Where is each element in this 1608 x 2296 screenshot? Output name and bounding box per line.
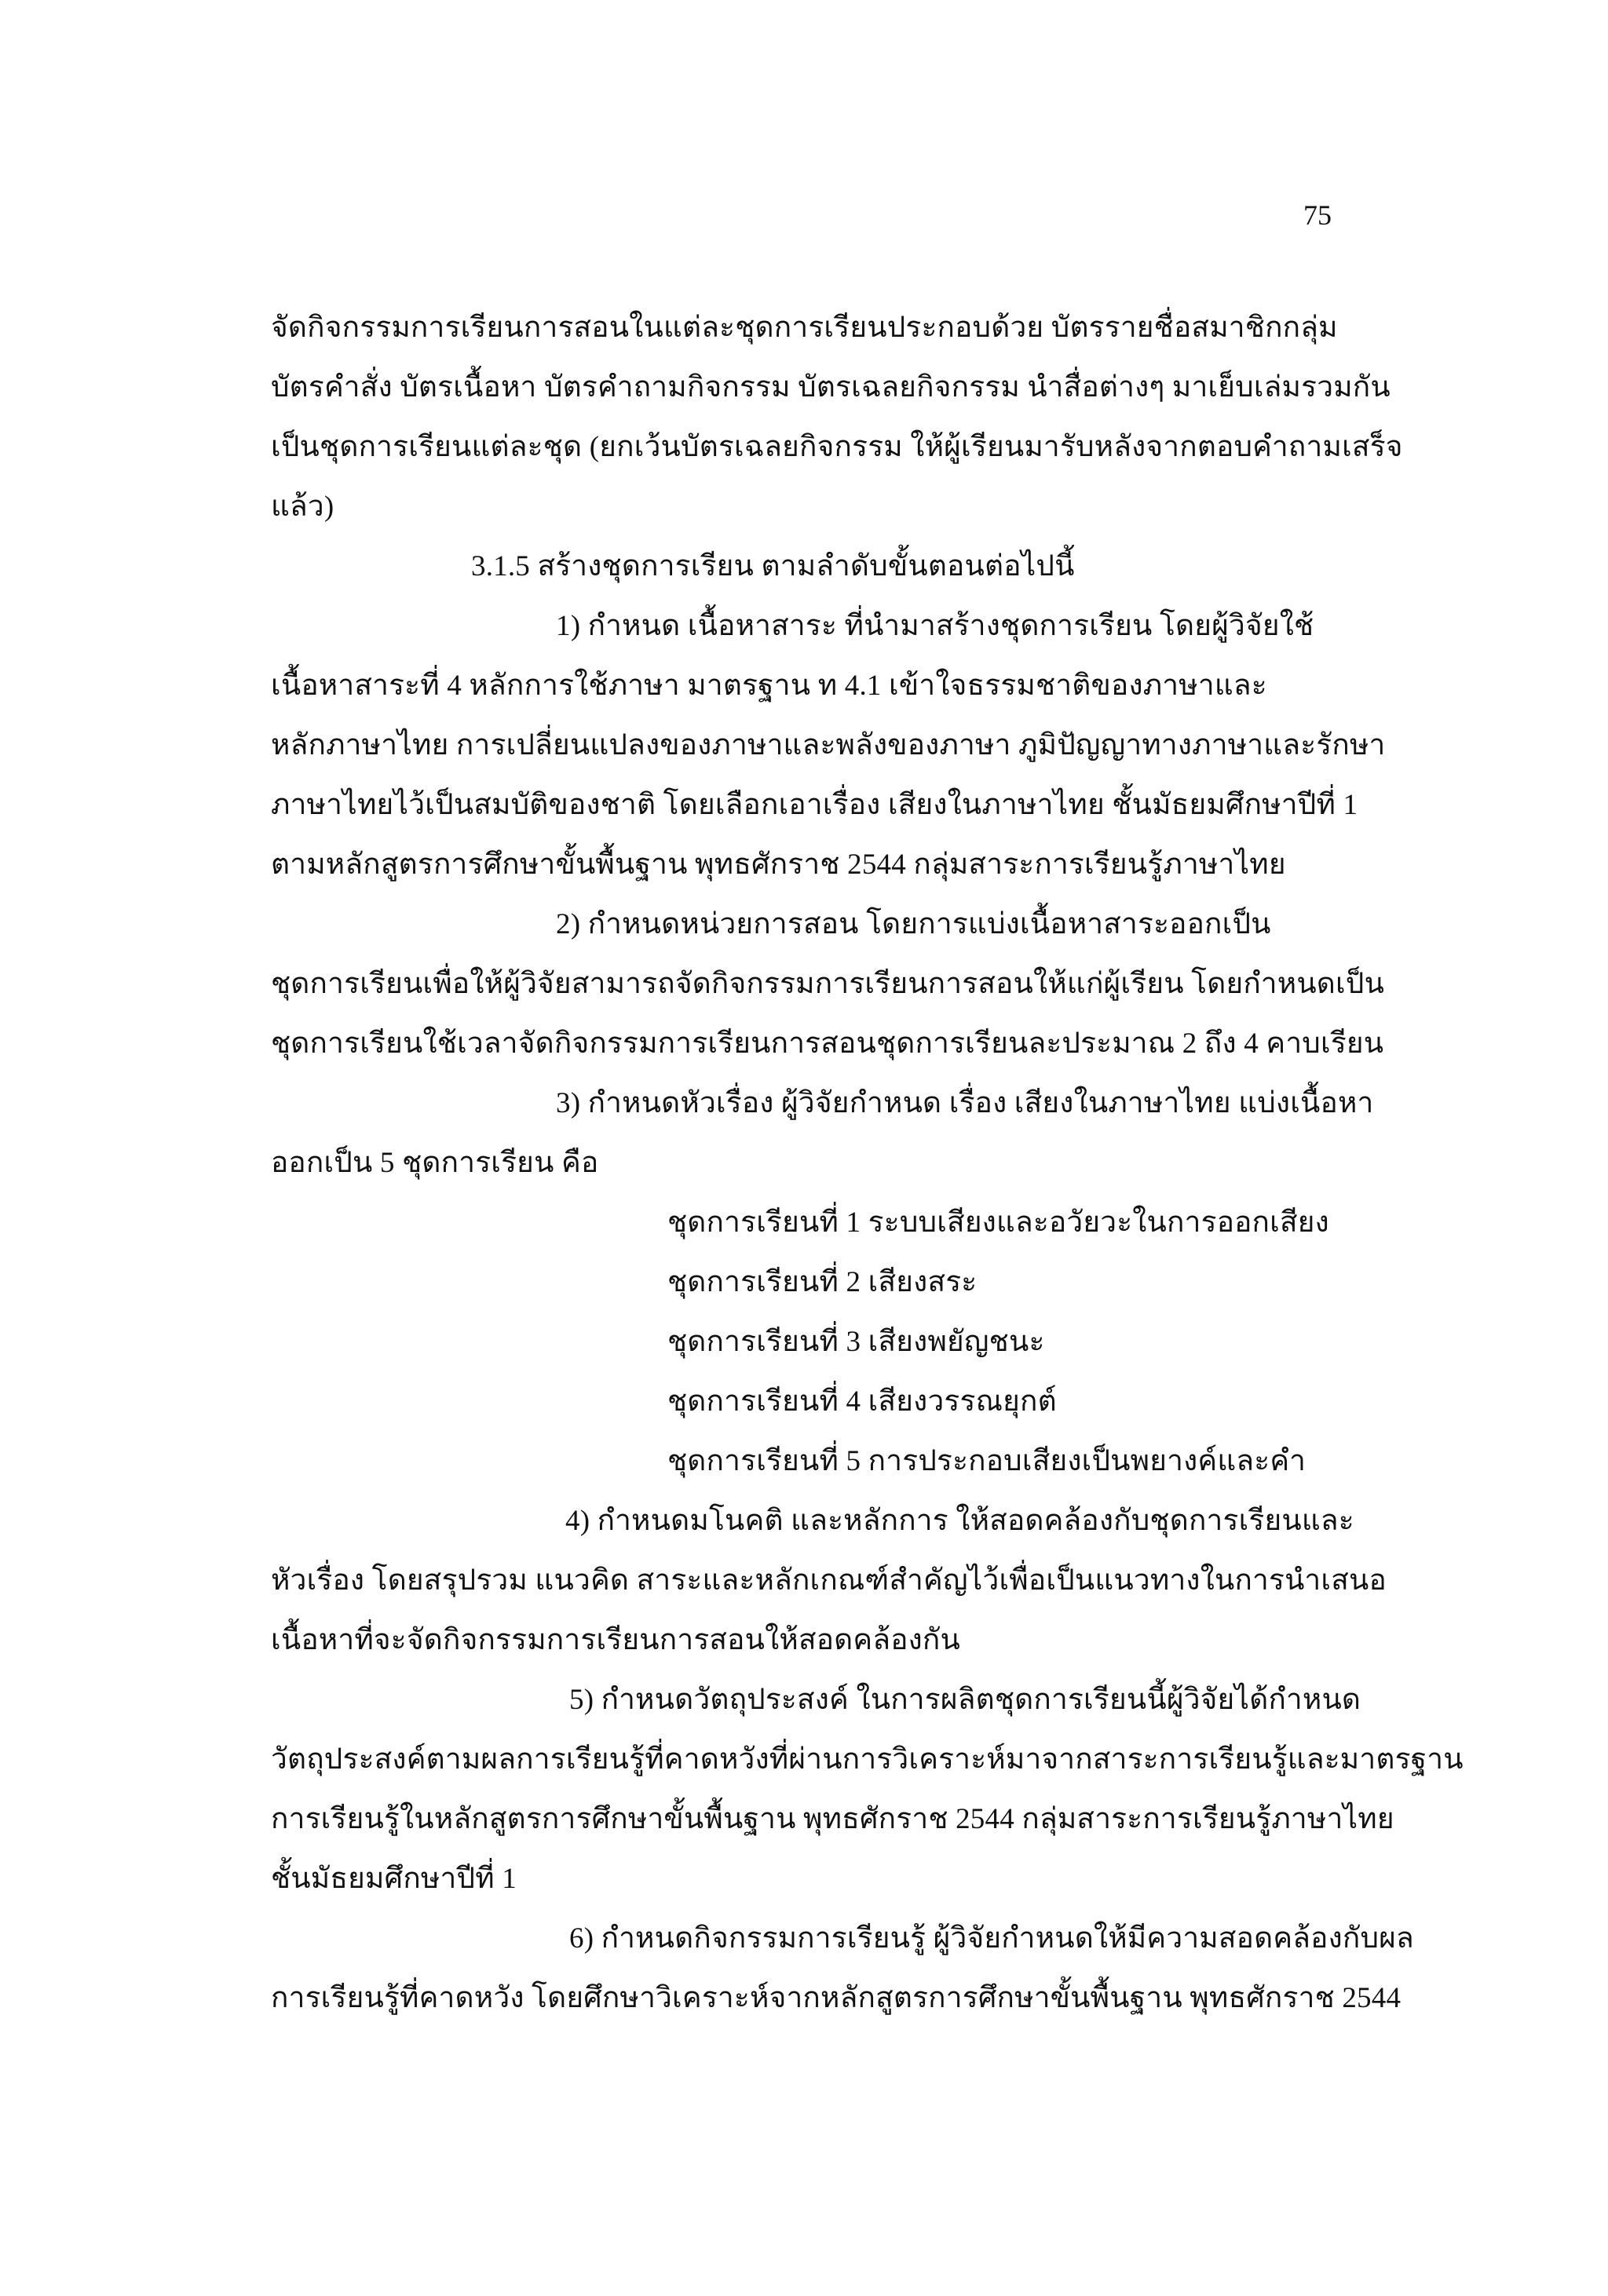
body-line: บัตรคำสั่ง บัตรเนื้อหา บัตรคำถามกิจกรรม บัตรเฉลยกิจกรรม นำสื่อต่างๆ มาเย็บเล่มรวมกัน — [271, 371, 1391, 403]
numbered-item-2: 2) กำหนดหน่วยการสอน โดยการแบ่งเนื้อหาสาระออกเป็น — [556, 908, 1271, 940]
body-line: เป็นชุดการเรียนแต่ละชุด (ยกเว้นบัตรเฉลยกิจกรรม ให้ผู้เรียนมารับหลังจากตอบคำถามเสร็จ — [271, 431, 1403, 463]
body-line: ชุดการเรียนใช้เวลาจัดกิจกรรมการเรียนการสอนชุดการเรียนละประมาณ 2 ถึง 4 คาบเรียน — [271, 1028, 1384, 1060]
section-heading: 3.1.5 สร้างชุดการเรียน ตามลำดับขั้นตอนต่อไปนี้ — [471, 550, 1075, 582]
body-line: ตามหลักสูตรการศึกษาขั้นพื้นฐาน พุทธศักราช 2544 กลุ่มสาระการเรียนรู้ภาษาไทย — [271, 849, 1286, 881]
body-line: การเรียนรู้ในหลักสูตรการศึกษาขั้นพื้นฐาน พุทธศักราช 2544 กลุ่มสาระการเรียนรู้ภาษาไทย — [271, 1803, 1394, 1835]
page-number: 75 — [1303, 199, 1332, 231]
body-line: แล้ว) — [271, 491, 334, 523]
body-line: ชั้นมัธยมศึกษาปีที่ 1 — [271, 1863, 517, 1895]
body-line: ภาษาไทยไว้เป็นสมบัติของชาติ โดยเลือกเอาเรื่อง เสียงในภาษาไทย ชั้นมัธยมศึกษาปีที่ 1 — [271, 789, 1358, 821]
list-item: ชุดการเรียนที่ 2 เสียงสระ — [667, 1266, 978, 1298]
body-line: การเรียนรู้ที่คาดหวัง โดยศึกษาวิเคราะห์จากหลักสูตรการศึกษาขั้นพื้นฐาน พุทธศักราช 2544 — [271, 1982, 1402, 2014]
list-item: ชุดการเรียนที่ 5 การประกอบเสียงเป็นพยางค์และคำ — [667, 1445, 1306, 1477]
body-line: หลักภาษาไทย การเปลี่ยนแปลงของภาษาและพลังของภาษา ภูมิปัญญาทางภาษาและรักษา — [271, 729, 1386, 761]
list-item: ชุดการเรียนที่ 1 ระบบเสียงและอวัยวะในการออกเสียง — [667, 1206, 1329, 1239]
body-line: ออกเป็น 5 ชุดการเรียน คือ — [271, 1147, 599, 1179]
numbered-item-4: 4) กำหนดมโนคติ และหลักการ ให้สอดคล้องกับชุดการเรียนและ — [565, 1505, 1354, 1537]
numbered-item-3: 3) กำหนดหัวเรื่อง ผู้วิจัยกำหนด เรื่อง เสียงในภาษาไทย แบ่งเนื้อหา — [556, 1087, 1374, 1119]
numbered-item-5: 5) กำหนดวัตถุประสงค์ ในการผลิตชุดการเรียนนี้ผู้วิจัยได้กำหนด — [569, 1684, 1361, 1716]
body-line: เนื้อหาสาระที่ 4 หลักการใช้ภาษา มาตรฐาน ท 4.1 เข้าใจธรรมชาติของภาษาและ — [271, 670, 1267, 702]
numbered-item-1: 1) กำหนด เนื้อหาสาระ ที่นำมาสร้างชุดการเรียน โดยผู้วิจัยใช้ — [556, 610, 1314, 642]
body-line: วัตถุประสงค์ตามผลการเรียนรู้ที่คาดหวังที่ผ่านการวิเคราะห์มาจากสาระการเรียนรู้และมาตรฐาน — [271, 1743, 1464, 1776]
body-line: หัวเรื่อง โดยสรุปรวม แนวคิด สาระและหลักเกณฑ์สำคัญไว้เพื่อเป็นแนวทางในการนำเสนอ — [271, 1564, 1387, 1597]
numbered-item-6: 6) กำหนดกิจกรรมการเรียนรู้ ผู้วิจัยกำหนดให้มีความสอดคล้องกับผล — [569, 1922, 1414, 1955]
list-item: ชุดการเรียนที่ 4 เสียงวรรณยุกต์ — [667, 1385, 1057, 1418]
body-line: ชุดการเรียนเพื่อให้ผู้วิจัยสามารถจัดกิจกรรมการเรียนการสอนให้แก่ผู้เรียน โดยกำหนดเป็น — [271, 968, 1385, 1000]
list-item: ชุดการเรียนที่ 3 เสียงพยัญชนะ — [667, 1326, 1045, 1358]
body-line: เนื้อหาที่จะจัดกิจกรรมการเรียนการสอนให้สอดคล้องกัน — [271, 1624, 960, 1656]
body-line: จัดกิจกรรมการเรียนการสอนในแต่ละชุดการเรียนประกอบด้วย บัตรรายชื่อสมาชิกกลุ่ม — [271, 312, 1338, 344]
